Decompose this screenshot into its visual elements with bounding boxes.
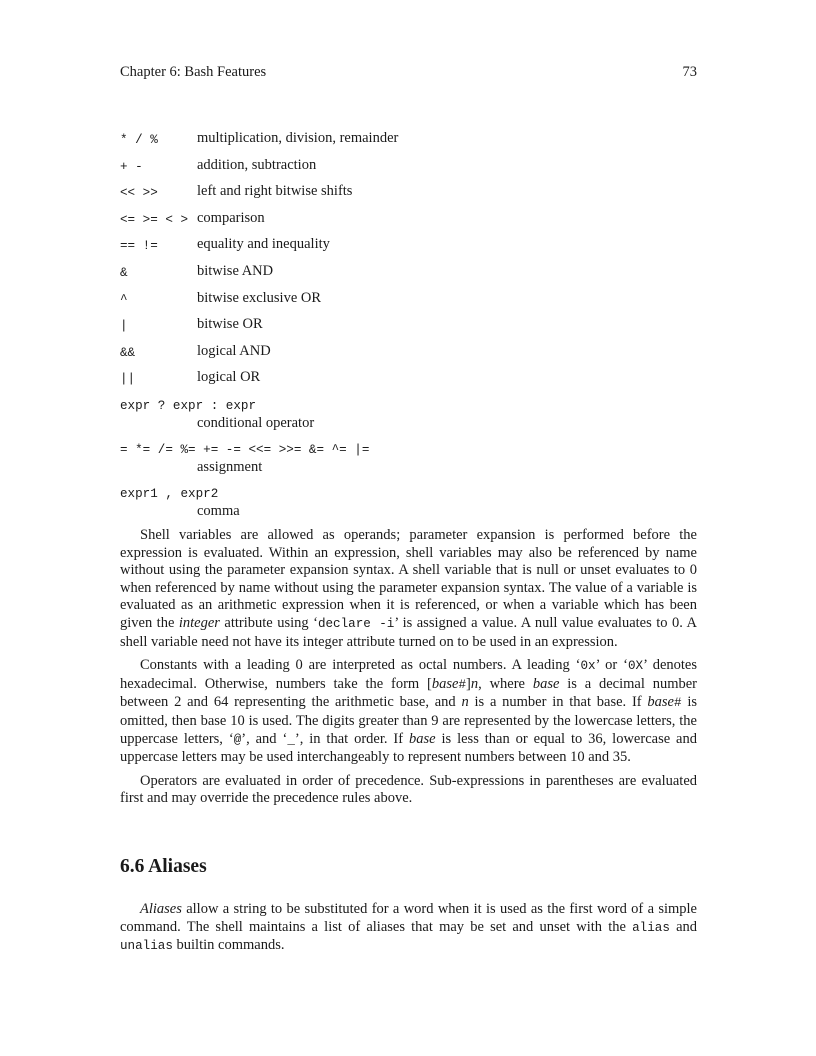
operator-symbol: = *= /= %= += -= <<= >>= &= ^= |=	[120, 442, 370, 457]
inline-code: declare -i	[317, 616, 395, 631]
operator-row	[120, 316, 697, 343]
operator-description: addition, subtraction	[197, 156, 317, 173]
operator-description: bitwise AND	[197, 262, 274, 279]
text-emphasis: Aliases	[140, 901, 182, 917]
text-run: is omitted, then base 10 is used. The digits greater than 9 are represented by the lowercase letters, the uppercase letters, ‘	[120, 694, 698, 747]
text-run: attribute using ‘	[219, 614, 318, 631]
operator-row	[120, 343, 697, 370]
text-run: , where	[478, 675, 533, 692]
text-emphasis: base	[532, 675, 560, 692]
operator-symbol: ^	[120, 292, 128, 307]
operator-symbol: == !=	[120, 239, 158, 254]
text-run: allow a string to be substituted for a word when it is used as the first word of a simple command. The shell maintains a list of aliases that may be set and unset with the	[120, 901, 697, 935]
operator-description: bitwise OR	[197, 316, 263, 333]
paragraph-precedence: Operators are evaluated in order of precedence. Sub-expressions in parentheses are evaluated first and may override the precedence rules above.	[120, 772, 697, 807]
inline-code: 0x	[580, 659, 596, 674]
operator-description: left and right bitwise shifts	[197, 183, 353, 200]
section-heading: 6.6 Aliases	[120, 856, 207, 877]
operator-symbol: << >>	[120, 186, 158, 201]
text-run: builtin commands.	[172, 937, 285, 954]
text-emphasis: base	[431, 675, 459, 692]
text-emphasis: n	[461, 694, 469, 711]
text-run: ’ or ‘	[595, 657, 628, 674]
operator-symbol: * / %	[120, 133, 158, 147]
text-emphasis: n	[470, 675, 479, 692]
inline-code: @	[233, 732, 242, 747]
text-run: Shell variables are allowed as operands; parameter expansion is performed before the expression is evaluated. Within an expression, shell variables may also be referenced by name without using the parameter expansion syntax. A shell variable that is null or unset evaluates to 0 when referenced by name without using the parameter expansion syntax. The value of a variable is evaluated as an arithmetic expression when it is referenced, or when a variable which has been given the	[120, 527, 697, 631]
text-emphasis: base	[647, 694, 674, 711]
text-run: is a number in that base. If	[468, 694, 648, 711]
inline-code: 0X	[627, 659, 644, 674]
text-emphasis: integer	[178, 614, 220, 631]
operator-block	[120, 398, 697, 432]
operator-block	[120, 486, 697, 520]
text-run: ’, and ‘	[241, 730, 288, 747]
operator-symbol: expr ? expr : expr	[120, 398, 257, 413]
operator-row	[120, 157, 697, 184]
inline-code: #	[458, 677, 467, 692]
operator-description: multiplication, division, remainder	[197, 130, 399, 146]
section-body	[120, 901, 697, 956]
text-run: ’ is assigned a value. A null value evaluates to 0. A shell variable need not have its integer attribute turned on to be used in an expression.	[120, 614, 697, 650]
text-run: ’, in that order. If	[294, 730, 409, 747]
inline-code: _	[287, 732, 295, 747]
operator-description: logical AND	[197, 342, 271, 359]
operator-row	[120, 130, 697, 157]
text-run: is a decimal number between 2 and 64 representing the arithmetic base, and	[120, 675, 698, 711]
operator-symbol: &&	[120, 345, 136, 360]
operator-description: conditional operator	[197, 414, 315, 431]
operator-list	[120, 130, 697, 530]
paragraph-operands	[120, 527, 697, 651]
operator-symbol: |	[120, 319, 128, 334]
operator-description: logical OR	[197, 369, 261, 386]
paragraph-constants	[120, 657, 697, 767]
inline-code: #	[674, 696, 682, 711]
running-header	[120, 64, 697, 84]
paragraph-aliases	[120, 901, 697, 956]
operator-symbol: <= >= < >	[120, 212, 189, 227]
operator-description: equality and inequality	[197, 236, 330, 253]
operator-row	[120, 263, 697, 290]
text-run: ]	[466, 675, 471, 692]
text-emphasis: base	[409, 730, 436, 747]
operator-symbol: &	[120, 265, 128, 280]
text-run: ’ denotes hexadecimal. Otherwise, numbers take the form [	[120, 657, 698, 692]
inline-code: unalias	[120, 939, 173, 954]
operator-row	[120, 236, 697, 263]
operator-row	[120, 183, 697, 210]
text-run: is less than or equal to 36, lowercase and uppercase letters may be used interchangeably to represent numbers between 10 and 35.	[120, 730, 697, 766]
operator-row	[120, 210, 697, 237]
page-number: 73	[682, 64, 697, 80]
operator-block	[120, 442, 697, 476]
operator-row	[120, 369, 697, 396]
operator-row	[120, 290, 697, 317]
operator-description: bitwise exclusive OR	[197, 289, 322, 306]
operator-symbol: + -	[120, 159, 143, 174]
text-run: and	[669, 918, 698, 935]
body-text	[120, 527, 697, 814]
operator-description: comparison	[197, 209, 265, 226]
operator-symbol: expr1 , expr2	[120, 486, 219, 501]
inline-code: alias	[632, 920, 670, 935]
operator-description: comma	[197, 502, 240, 519]
operator-description: assignment	[197, 458, 263, 475]
operator-symbol: ||	[120, 372, 136, 387]
text-run: Constants with a leading 0 are interpreted as octal numbers. A leading ‘	[140, 657, 581, 674]
chapter-title: Chapter 6: Bash Features	[120, 64, 267, 80]
